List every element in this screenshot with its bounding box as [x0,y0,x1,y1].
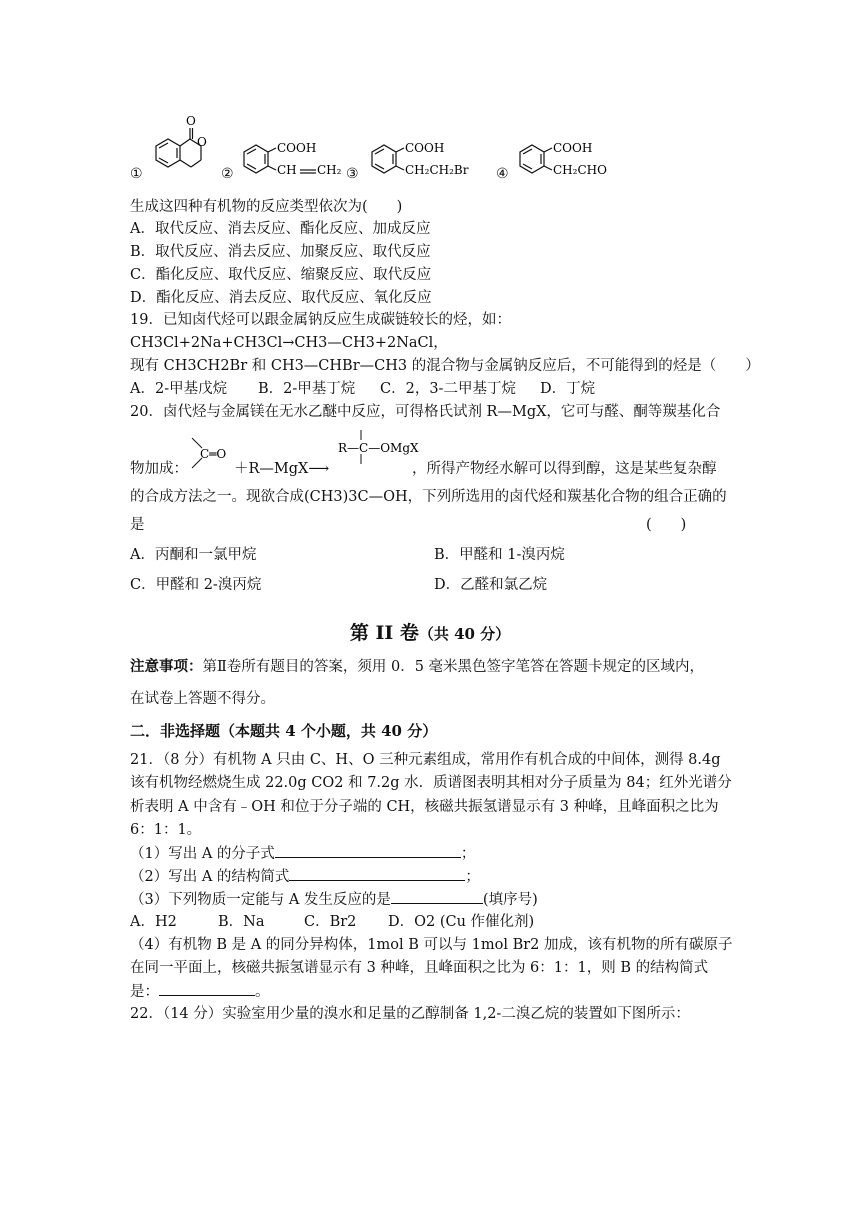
q21-opt-c: C．Br2 [304,914,357,930]
mol1-o-top: O [186,114,196,128]
answer-blank-3[interactable] [391,889,483,904]
q21-line2: 该有机物经燃烧生成 22.0g CO2 和 7.2g 水．质谱图表明其相对分子质量为 84；红外光谱分 [130,775,732,791]
q21-sub4-a: （4）有机物 B 是 A 的同分异构体，1mol B 可以与 1mol Br2 加成，该有机物的所有碳原子 [130,937,733,953]
q20-plus-rmgx: ＋R—MgX⟶ [234,461,330,477]
num-4: ④ [496,166,509,182]
num-2: ② [221,166,234,182]
answer-blank-4[interactable] [159,981,255,996]
q21-opt-b: B．Na [218,914,265,930]
q18-option-b: B．取代反应、消去反应、加聚反应、取代反应 [130,244,431,260]
num-3: ③ [346,166,359,182]
section-heading: 二．非选择题（本题共 4 个小题，共 40 分） [130,722,438,740]
svg-text:C═O: C═O [200,447,227,461]
q21-sub2: （2）写出 A 的结构简式 ； [130,866,480,887]
q18-stem: 生成这四种有机物的反应类型依次为( ) [130,199,403,215]
carbonyl-structure [186,434,238,478]
q19-option-a: A．2-甲基戊烷 [130,381,228,397]
svg-text:O: O [197,135,207,149]
svg-text:CH₂: CH₂ [317,163,342,177]
q21-line3: 析表明 A 中含有﹣OH 和位于分子端的 CH，核磁共振氢谱显示有 3 种峰，且峰面积之比为 [130,799,719,815]
q20-option-a: A．丙酮和一氯甲烷 [130,547,257,563]
molecule-4 [520,145,552,173]
q20-option-d: D．乙醛和氯乙烷 [434,577,548,593]
q20-line1: 20．卤代烃与金属镁在无水乙醚中反应，可得格氏试剂 R—MgX，它可与醛、酮等羰基化合 [130,404,721,420]
answer-blank-1[interactable] [275,843,461,858]
q20-line4: 是 [130,517,145,533]
q19-option-c: C．2，3-二甲基丁烷 [380,381,516,397]
answer-blank-2[interactable] [289,866,465,881]
svg-text:R—C—OMgX: R—C—OMgX [338,441,419,455]
q18-option-d: D．酯化反应、消去反应、取代反应、氧化反应 [130,290,432,306]
svg-text:COOH: COOH [277,141,317,155]
part2-notice: 注意事项：第Ⅱ卷所有题目的答案，须用 0．5 毫米黑色签字笔答在答题卡规定的区域内， [130,658,705,675]
q20-add-prefix: 物加成： [130,461,188,477]
svg-text:CH₂CHO: CH₂CHO [553,163,607,177]
svg-text:COOH: COOH [553,141,593,155]
svg-text:CH₂CH₂Br: CH₂CH₂Br [405,163,469,177]
q21-sub4-b: 在同一平面上，核磁共振氢谱显示有 3 种峰，且峰面积之比为 6：1：1，则 B 的结构简式 [130,960,709,976]
q20-option-b: B．甲醛和 1-溴丙烷 [434,547,565,563]
q20-add-suffix: ，所得产物经水解可以得到醇，这是某些复杂醇 [412,461,717,477]
q21-sub4-c: 是： 。 [130,981,270,1002]
q21-opt-a: A．H2 [130,914,177,930]
q19-option-d: D．丁烷 [540,381,596,397]
q19-line3: 现有 CH3CH2Br 和 CH3—CHBr—CH3 的混合物与金属钠反应后，不可能得到的烃是（ ） [130,358,760,374]
q20-line3: 的合成方法之一。现欲合成(CH3)3C—OH，下列所选用的卤代烃和羰基化合物的组合正确的 [130,489,727,505]
part2-notice-line2: 在试卷上答题不得分。 [130,691,275,707]
q22-line1: 22．（14 分）实验室用少量的溴水和足量的乙醇制备 1,2-二溴乙烷的装置如下图所示： [130,1006,690,1022]
structures-row [128,112,628,188]
part2-title: 第 II 卷（共 40 分） [349,622,511,644]
q19-option-b: B．2-甲基丁烷 [258,381,356,397]
q18-option-c: C．酯化反应、取代反应、缩聚反应、取代反应 [130,267,432,283]
num-1: ① [130,166,143,182]
q21-line4: 6：1：1。 [130,822,202,838]
q18-option-a: A．取代反应、消去反应、酯化反应、加成反应 [130,221,431,237]
q21-sub3: （3）下列物质一定能与 A 发生反应的是 (填序号) [130,889,538,910]
adduct-structure [334,428,424,478]
q20-option-c: C．甲醛和 2-溴丙烷 [130,577,262,593]
svg-text:CH: CH [277,163,297,177]
q19-line1: 19．已知卤代烃可以跟金属钠反应生成碳链较长的烃，如： [130,312,511,328]
q20-answer-paren: ( ) [646,517,687,533]
svg-text:COOH: COOH [405,141,445,155]
q19-equation: CH3Cl+2Na+CH3Cl→CH3—CH3+2NaCl， [130,335,448,351]
q21-sub1: （1）写出 A 的分子式 ； [130,843,475,864]
q21-line1: 21．（8 分）有机物 A 只由 C、H、O 三种元素组成，常用作有机合成的中间体，测得 8.4g [130,752,721,768]
molecule-1 [156,128,201,167]
molecule-3 [372,145,404,173]
q21-opt-d: D．O2 (Cu 作催化剂) [388,914,535,930]
